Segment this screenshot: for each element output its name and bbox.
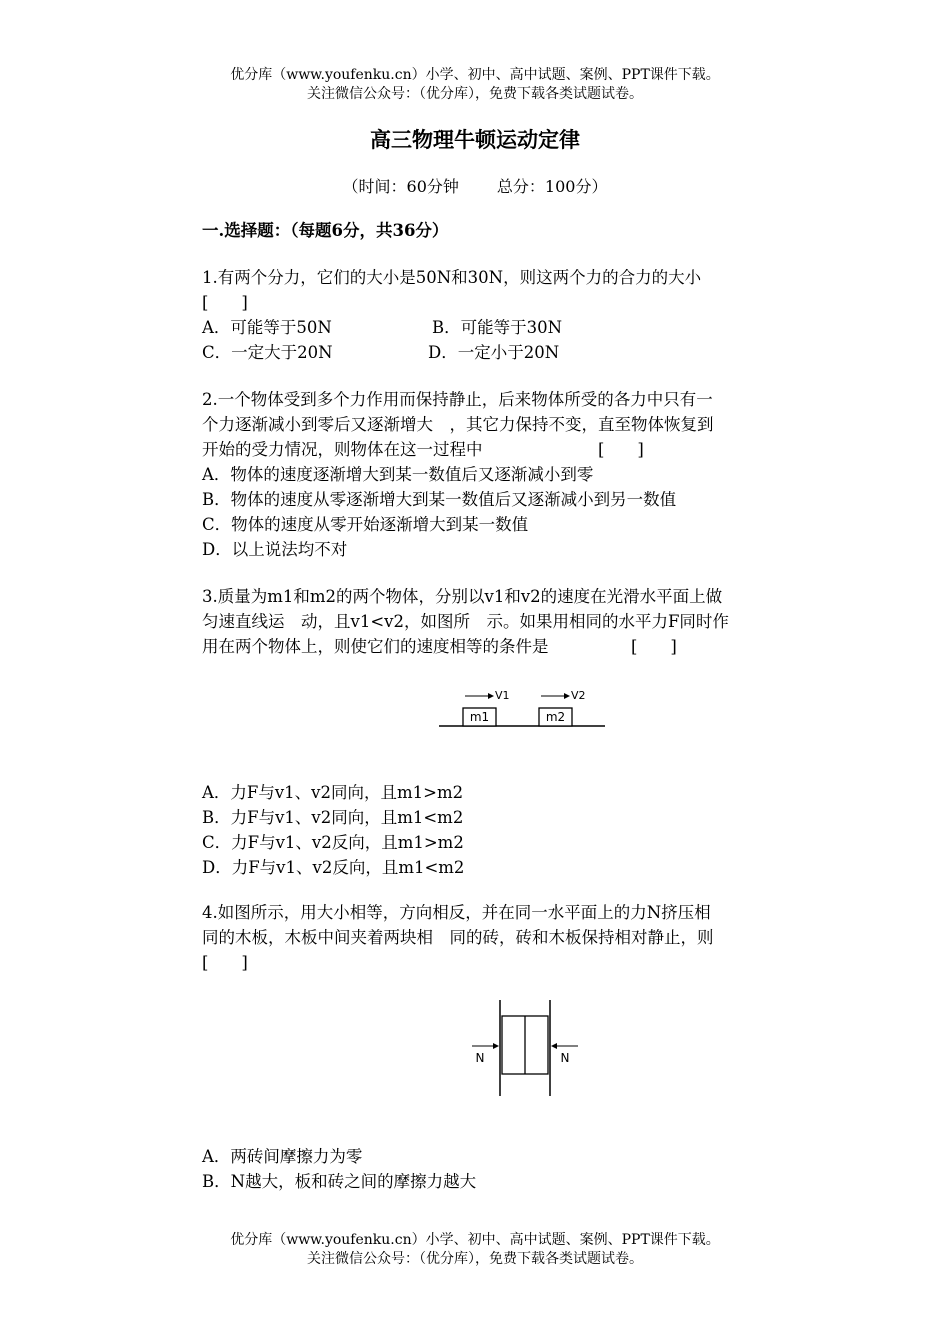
q2-stem-2: 个力逐渐减小到零后又逐渐增大 ，其它力保持不变，直至物体恢复到 [202,415,714,434]
q3-option-b: B．力F与v1、v2同向，且m1<m2 [202,808,464,827]
q3-stem-1: 3.质量为m1和m2的两个物体，分别以v1和v2的速度在光滑水平面上做 [202,587,723,606]
q4-options [202,1144,802,1194]
q3-option-c: C．力F与v1、v2反向，且m1>m2 [202,833,464,852]
q3-stem-3: 用在两个物体上，则使它们的速度相等的条件是 [ ] [202,637,677,656]
q3-option-d: D．力F与v1、v2反向，且m1<m2 [202,858,465,877]
exam-time: （时间：60分钟 [342,177,459,196]
q3-option-a: A．力F与v1、v2同向，且m1>m2 [202,783,464,802]
footer-line-1: 优分库（www.youfenku.cn）小学、初中、高中试题、案例、PPT课件下载。 [230,1232,720,1248]
q2-stem-3: 开始的受力情况，则物体在这一过程中 [ ] [202,440,644,459]
header-line-2: 关注微信公众号：（优分库），免费下载各类试题试卷。 [307,86,643,102]
exam-info [0,174,950,197]
section-heading: 一.选择题：（每题6分，共36分） [202,221,449,240]
q2-option-d: D．以上说法均不对 [202,540,348,559]
q4-option-a: A．两砖间摩擦力为零 [202,1147,363,1166]
q3-stem-2: 匀速直线运 动，且v1<v2，如图所 示。如果用相同的水平力F同时作 [202,612,729,631]
q2-stem-1: 2.一个物体受到多个力作用而保持静止，后来物体所受的各力中只有一 [202,390,713,409]
force-right-label: N [560,1051,570,1065]
q4-figure-boards [466,998,582,1098]
q4-option-b: B．N越大，板和砖之间的摩擦力越大 [202,1172,477,1191]
page-footer [0,1231,950,1269]
exam-score: 总分：100分） [496,177,608,196]
question-3 [202,584,802,659]
block-m2-label: m2 [545,710,566,724]
block-m1-label: m1 [469,710,490,724]
q2-option-b: B．物体的速度从零逐渐增大到某一数值后又逐渐减小到另一数值 [202,490,677,509]
q1-option-c: C．一定大于20N [202,343,333,362]
q1-option-b: B．可能等于30N [432,318,563,337]
question-4 [202,900,802,975]
page-title: 高三物理牛顿运动定律 [370,127,580,152]
q4-stem-2: 同的木板，木板中间夹着两块相 同的砖，砖和木板保持相对静止，则 [202,928,714,947]
question-2 [202,387,802,562]
q1-option-a: A．可能等于50N [202,318,332,337]
force-left-label: N [475,1051,485,1065]
q1-stem: 1.有两个分力，它们的大小是50N和30N，则这两个力的合力的大小 [202,268,702,287]
q4-answer-bracket: [ ] [202,953,248,972]
q2-option-c: C．物体的速度从零开始逐渐增大到某一数值 [202,515,529,534]
velocity-v1-label: V1 [495,689,510,702]
q2-option-a: A．物体的速度逐渐增大到某一数值后又逐渐减小到零 [202,465,594,484]
footer-line-2: 关注微信公众号：（优分库），免费下载各类试题试卷。 [307,1251,643,1267]
q4-stem-1: 4.如图所示，用大小相等，方向相反，并在同一水平面上的力N挤压相 [202,903,711,922]
q1-answer-bracket: [ ] [202,293,248,312]
header-line-1: 优分库（www.youfenku.cn）小学、初中、高中试题、案例、PPT课件下载。 [230,67,720,83]
question-1 [202,265,802,365]
page-header [0,66,950,104]
q3-figure-blocks [435,684,610,730]
velocity-v2-label: V2 [571,689,586,702]
q3-options [202,780,802,880]
q1-option-d: D．一定小于20N [428,343,560,362]
